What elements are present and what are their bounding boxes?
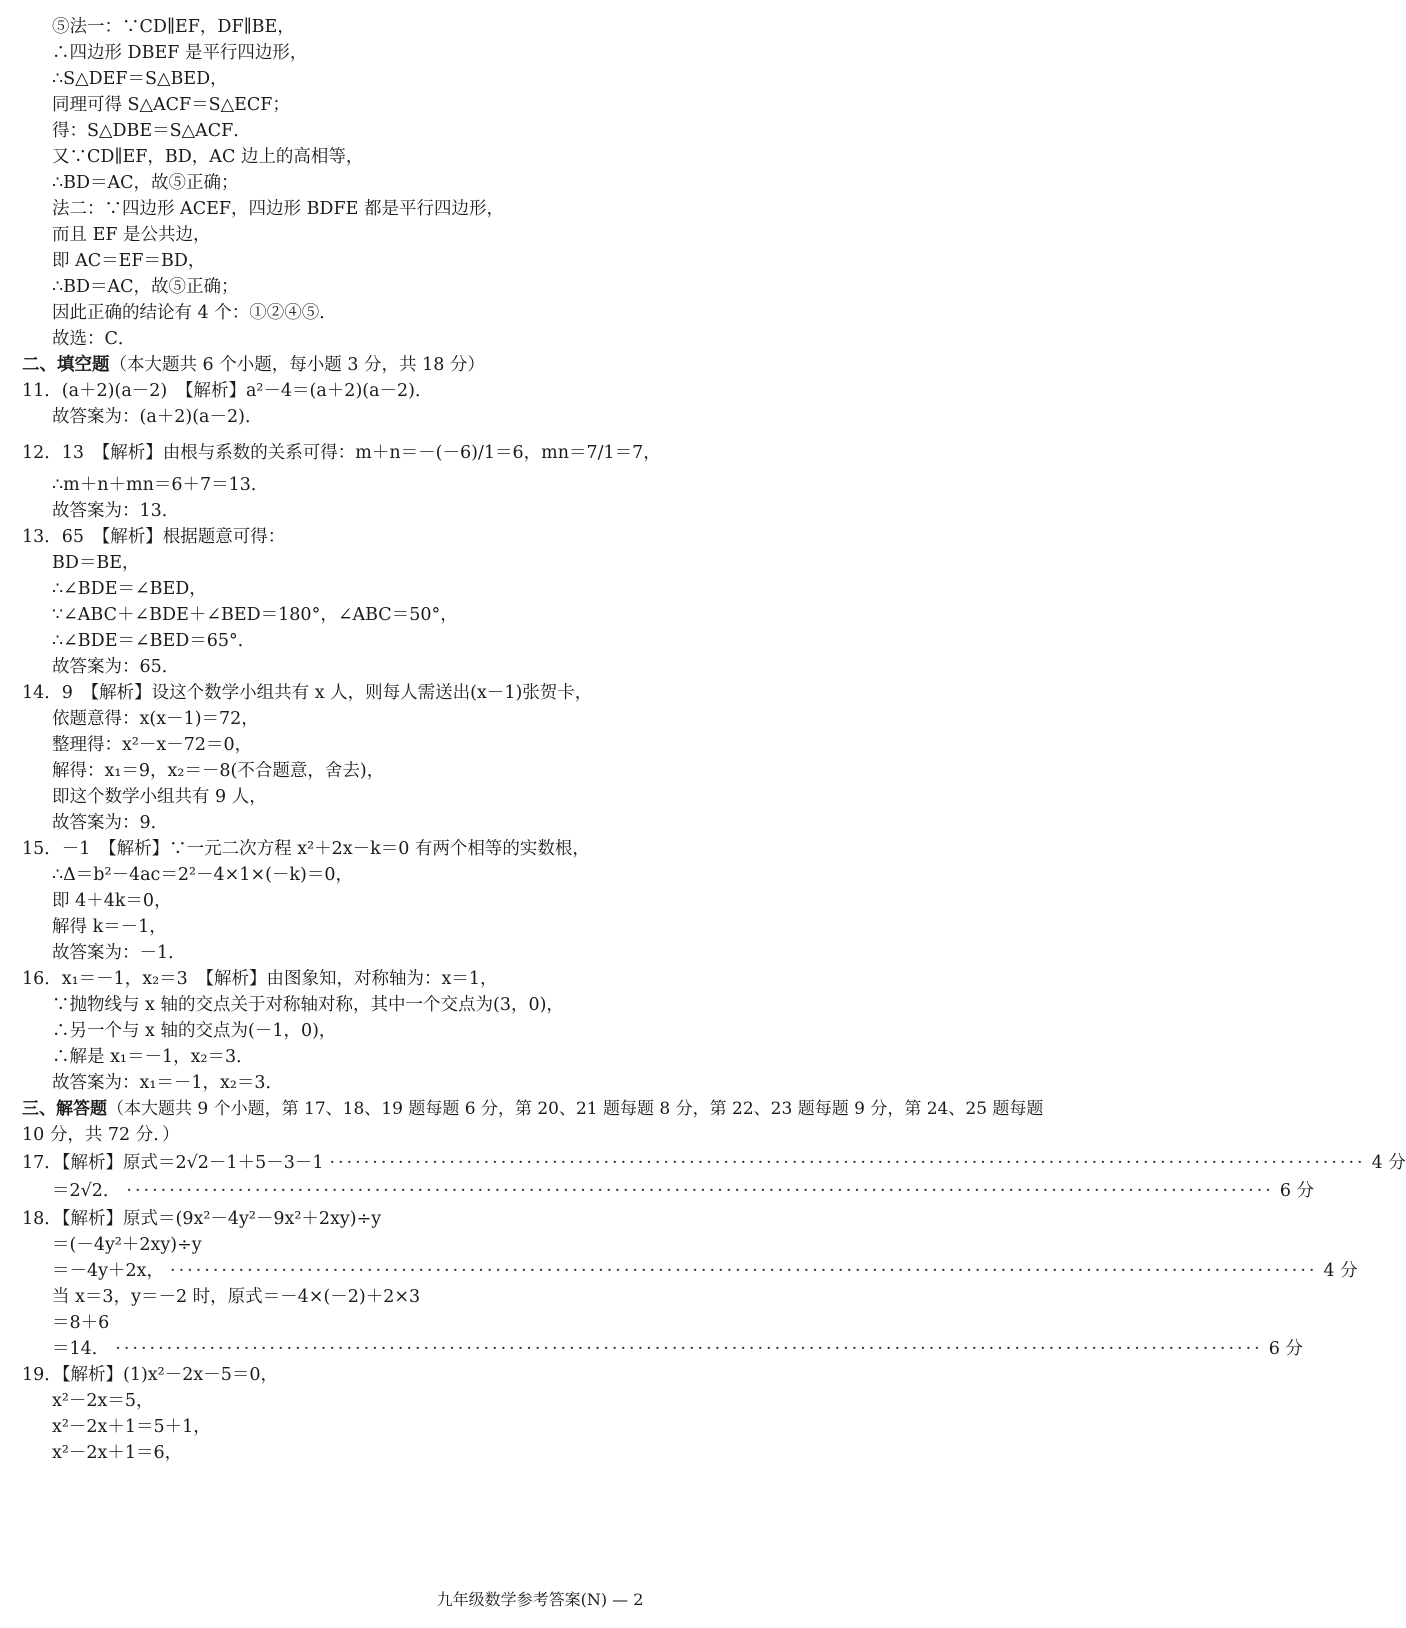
- text-line: 同理可得 S△ACF＝S△ECF；: [52, 95, 290, 115]
- answer-19: 19．【解析】(1)x²－2x－5＝0，: [22, 1365, 278, 1385]
- text-line: ∴四边形 DBEF 是平行四边形，: [52, 43, 308, 63]
- section-heading: 三、解答题（本大题共 9 个小题，第 17、18、19 题每题 6 分，第 20、21 题每题 8 分，第 22、23 题每题 9 分，第 24、25 题每题: [22, 1099, 1044, 1119]
- text-line: 故答案为：65．: [52, 657, 180, 677]
- text-line: 又∵CD∥EF，BD，AC 边上的高相等，: [52, 147, 364, 167]
- text-line: 故答案为：(a＋2)(a－2)．: [52, 407, 263, 427]
- answer-18-result: ＝14． ······································································································································ 6 分: [22, 1336, 1058, 1362]
- text-line: 得：S△DBE＝S△ACF．: [52, 121, 251, 141]
- text-line: 依题意得：x(x－1)＝72，: [52, 709, 259, 729]
- text-line: 故答案为：x₁＝－1，x₂＝3．: [52, 1073, 284, 1093]
- text-line: ⑤法一：∵CD∥EF，DF∥BE，: [52, 17, 295, 37]
- text-line: ＝8＋6: [52, 1313, 110, 1333]
- text-line: 即这个数学小组共有 9 人，: [52, 787, 267, 807]
- text-line: ∴Δ＝b²－4ac＝2²－4×1×(－k)＝0，: [52, 865, 353, 885]
- text-line: 故答案为：－1．: [52, 943, 186, 963]
- text-line: ∴BD＝AC，故⑤正确；: [52, 277, 239, 297]
- answer-11: 11．(a＋2)(a－2) 【解析】a²－4＝(a＋2)(a－2)．: [22, 381, 433, 401]
- text-line: 解得 k＝－1，: [52, 917, 167, 937]
- text-line: ∴解是 x₁＝－1，x₂＝3．: [52, 1047, 254, 1067]
- text-line: 故选：C．: [52, 329, 136, 349]
- text-line: ＝(－4y²＋2xy)÷y: [52, 1235, 202, 1255]
- score-label: 6 分: [1268, 1339, 1303, 1359]
- text-line: ∴∠BDE＝∠BED＝65°．: [52, 631, 256, 651]
- text-line: 故答案为：13．: [52, 501, 180, 521]
- text-line: 解得：x₁＝9，x₂＝－8(不合题意，舍去)，: [52, 761, 385, 781]
- text-line: 故答案为：9．: [52, 813, 169, 833]
- answer-12: 12．13 【解析】由根与系数的关系可得：m＋n＝－(－6)/1＝6，mn＝7/1＝7，: [22, 443, 661, 463]
- text-line: ∴BD＝AC，故⑤正确；: [52, 173, 239, 193]
- text-line: ∴m＋n＋mn＝6＋7＝13．: [52, 475, 269, 495]
- text-line: BD＝BE，: [52, 553, 140, 573]
- score-label: 6 分: [1279, 1181, 1315, 1201]
- text-line: 因此正确的结论有 4 个：①②④⑤．: [52, 303, 337, 323]
- answer-18: 18．【解析】原式＝(9x²－4y²－9x²＋2xy)÷y: [22, 1209, 382, 1229]
- text-line: ∵抛物线与 x 轴的交点关于对称轴对称，其中一个交点为(3，0)，: [52, 995, 564, 1015]
- text-line: 即 4＋4k＝0，: [52, 891, 172, 911]
- page-footer: 九年级数学参考答案(N) — 2: [436, 1590, 644, 1609]
- text-line: 整理得：x²－x－72＝0，: [52, 735, 253, 755]
- answer-13: 13．65 【解析】根据题意可得：: [22, 527, 286, 547]
- answer-15: 15．－1 【解析】∵一元二次方程 x²＋2x－k＝0 有两个相等的实数根，: [22, 839, 590, 859]
- text-line: ∴∠BDE＝∠BED，: [52, 579, 207, 599]
- score-label: 4 分: [1371, 1153, 1406, 1173]
- text-line: x²－2x＋1＝6，: [52, 1443, 183, 1463]
- text-line: 而且 EF 是公共边，: [52, 225, 211, 245]
- answer-17-result: ＝2√2． ······································································································································ 6 分: [22, 1178, 1058, 1204]
- score-label: 4 分: [1323, 1261, 1358, 1281]
- text-line: ∴S△DEF＝S△BED，: [52, 69, 228, 89]
- text-line: x²－2x＝5，: [52, 1391, 154, 1411]
- text-line: ∴另一个与 x 轴的交点为(－1，0)，: [52, 1021, 337, 1041]
- text-line: 当 x＝3，y＝－2 时，原式＝－4×(－2)＋2×3: [52, 1287, 421, 1307]
- text-line: 即 AC＝EF＝BD，: [52, 251, 206, 271]
- answer-17: 17．【解析】原式＝2√2－1＋5－3－1 ························································································································· 4 分: [22, 1150, 1058, 1176]
- answer-14: 14．9 【解析】设这个数学小组共有 x 人，则每人需送出(x－1)张贺卡，: [22, 683, 593, 703]
- section-heading: 二、填空题（本大题共 6 个小题，每小题 3 分，共 18 分）: [22, 355, 485, 375]
- text-line: 法二：∵四边形 ACEF，四边形 BDFE 都是平行四边形，: [52, 199, 504, 219]
- text-line: ∵∠ABC＋∠BDE＋∠BED＝180°，∠ABC＝50°，: [52, 605, 458, 625]
- answer-18-step: ＝－4y＋2x， ······································································································································ 4 分: [22, 1258, 1058, 1284]
- answer-16: 16．x₁＝－1，x₂＝3 【解析】由图象知，对称轴为：x＝1，: [22, 969, 498, 989]
- text-line: x²－2x＋1＝5＋1，: [52, 1417, 211, 1437]
- text-line: 10 分，共 72 分．）: [22, 1125, 180, 1145]
